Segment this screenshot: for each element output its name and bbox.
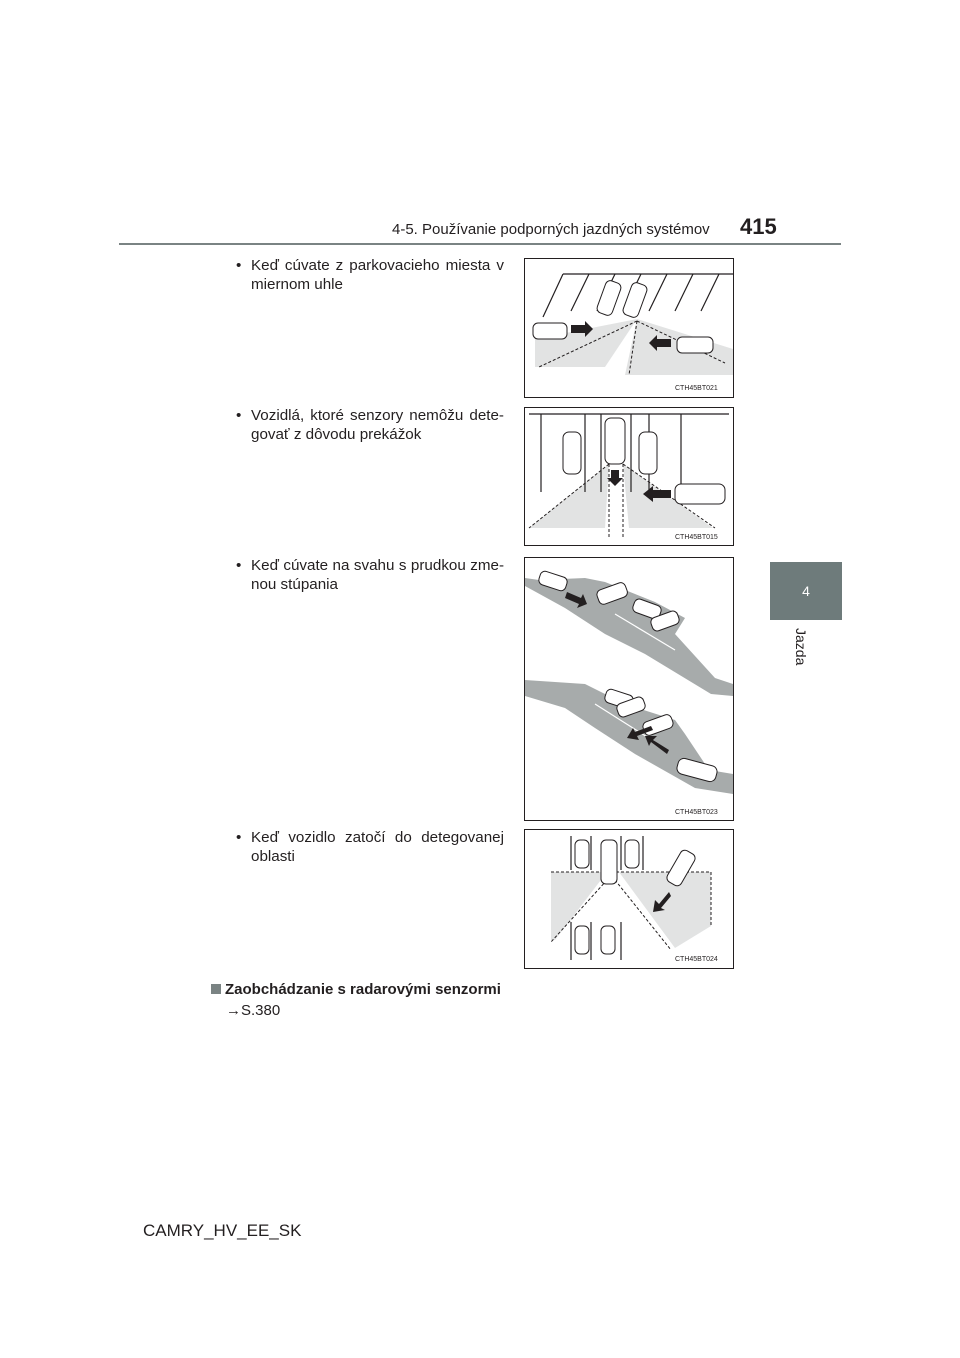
figure-obstructed-sensors bbox=[524, 407, 734, 546]
figure-illustration bbox=[525, 830, 733, 968]
figure-code: CTH45BT015 bbox=[675, 534, 718, 541]
bullet-text: Vozidlá, ktoré senzory nemôžu dete-govať z dôvodu prekážok bbox=[251, 407, 504, 443]
section-heading bbox=[211, 981, 501, 998]
footer-doc-code: CAMRY_HV_EE_SK bbox=[143, 1221, 302, 1240]
bullet-text: Keď vozidlo zatočí do detegovanej oblasti bbox=[251, 829, 504, 865]
page-number: 415 bbox=[740, 214, 777, 239]
figure-slope-reverse bbox=[524, 557, 734, 821]
figure-illustration bbox=[525, 259, 733, 397]
bullet-marker: • bbox=[236, 829, 242, 846]
bullet-marker: • bbox=[236, 257, 242, 274]
figure-code: CTH45BT023 bbox=[675, 809, 718, 816]
heading-square-icon bbox=[211, 984, 221, 994]
bullet-item bbox=[236, 828, 504, 866]
bullet-marker: • bbox=[236, 557, 242, 574]
figure-code: CTH45BT024 bbox=[675, 956, 718, 963]
figure-illustration bbox=[525, 558, 733, 820]
bullet-item bbox=[236, 406, 504, 444]
figure-code: CTH45BT021 bbox=[675, 385, 718, 392]
header-divider bbox=[119, 243, 841, 245]
header-section-title: 4-5. Používanie podporných jazdných systémov bbox=[392, 221, 710, 238]
chapter-label: Jazda bbox=[793, 628, 809, 666]
bullet-text: Keď cúvate na svahu s prudkou zme-nou stúpania bbox=[251, 557, 504, 593]
bullet-item bbox=[236, 256, 504, 294]
bullet-marker: • bbox=[236, 407, 242, 424]
figure-illustration bbox=[525, 408, 733, 545]
section-heading-text: Zaobchádzanie s radarovými senzormi bbox=[225, 981, 501, 998]
chapter-tab: 4 bbox=[770, 562, 842, 620]
page-reference-link[interactable]: →S.380 bbox=[226, 1002, 281, 1019]
bullet-text: Keď cúvate z parkovacieho miesta v miernom uhle bbox=[251, 257, 504, 293]
figure-angled-parking-reverse bbox=[524, 258, 734, 398]
bullet-item bbox=[236, 556, 504, 594]
figure-vehicle-turning-into-area bbox=[524, 829, 734, 969]
